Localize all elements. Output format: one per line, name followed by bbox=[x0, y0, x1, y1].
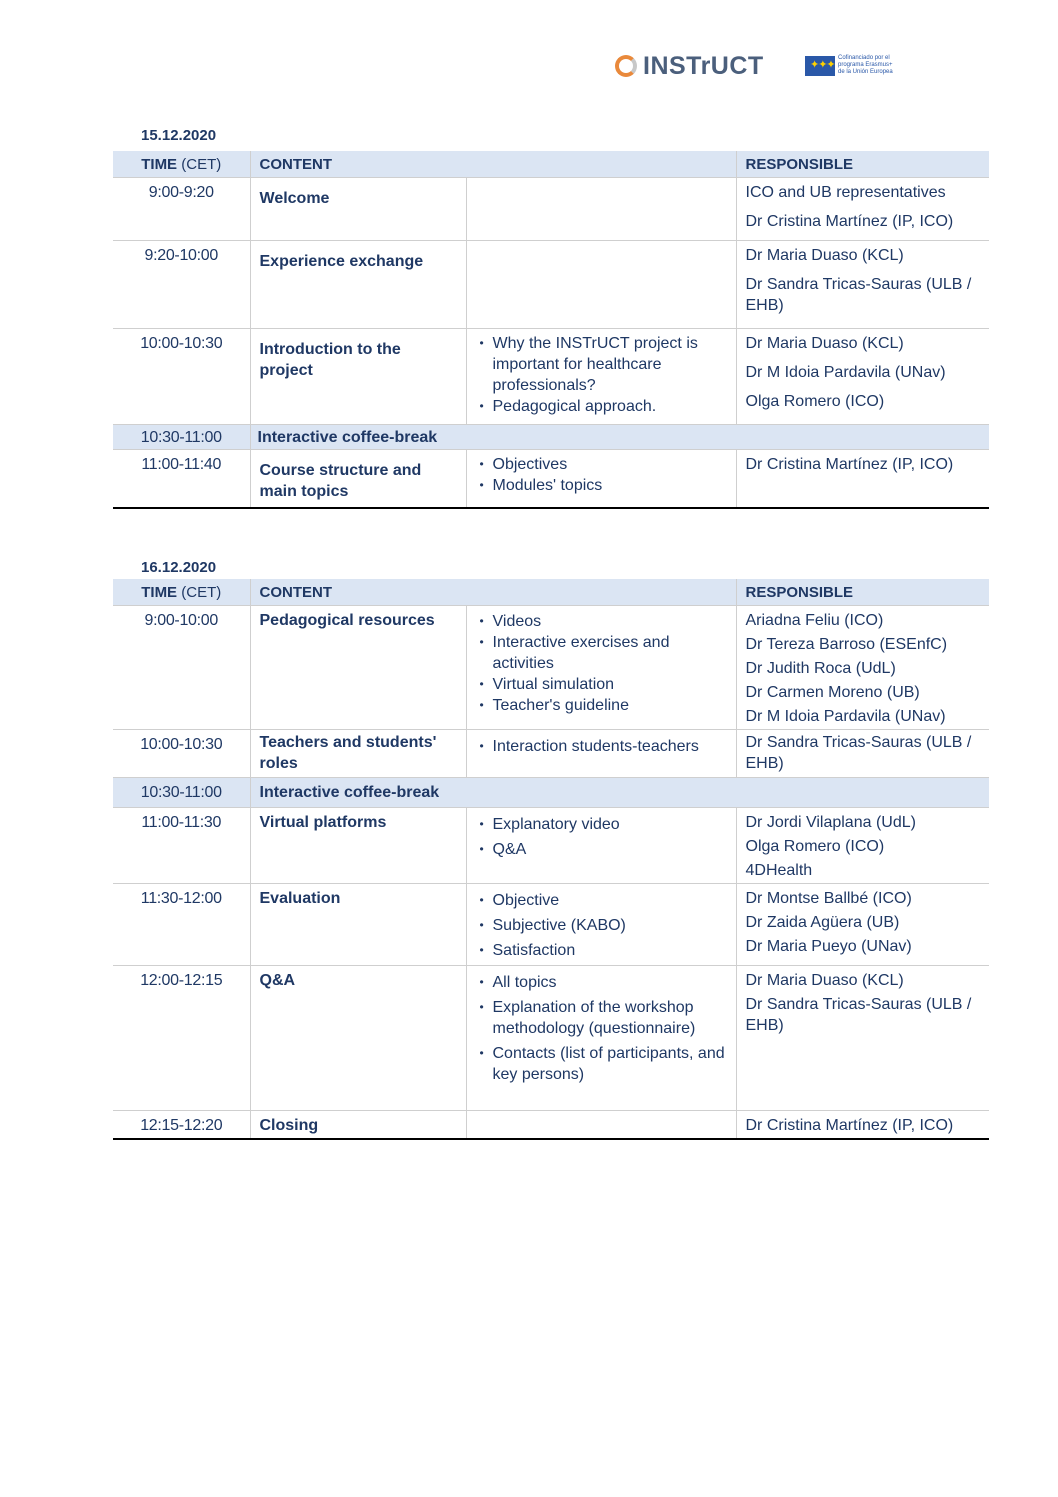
responsible-person: Dr Cristina Martínez (IP, ICO) bbox=[745, 213, 954, 230]
session-content: Evaluation bbox=[250, 884, 466, 966]
topic-bullet: • Satisfaction bbox=[473, 940, 730, 961]
topic-bullet: • Objectives bbox=[473, 454, 730, 475]
session-content: Q&A bbox=[250, 966, 466, 1111]
instruct-logo-text: INSTrUCT bbox=[643, 51, 764, 80]
session-content: Experience exchange bbox=[250, 241, 466, 329]
responsible-person: Dr Jordi Vilaplana (UdL) bbox=[745, 814, 916, 831]
session-content: Course structure and main topics bbox=[250, 450, 466, 508]
session-responsible bbox=[736, 241, 989, 329]
day1-header-row bbox=[113, 151, 989, 178]
session-time: 12:00-12:15 bbox=[113, 966, 250, 1111]
session-responsible bbox=[736, 606, 989, 730]
day1-agenda-table bbox=[113, 151, 989, 509]
topic-bullet: • Explanation of the workshop methodology (questionnaire) bbox=[473, 997, 730, 1039]
table-row bbox=[113, 1111, 989, 1139]
day1-date: 15.12.2020 bbox=[141, 127, 217, 144]
topic-bullet: • All topics bbox=[473, 972, 730, 993]
session-topics bbox=[466, 329, 736, 425]
session-time: 10:30-11:00 bbox=[113, 778, 250, 808]
responsible-person: Dr Sandra Tricas-Sauras (ULB / EHB) bbox=[745, 996, 972, 1034]
instruct-logo bbox=[615, 52, 764, 80]
topic-bullet: • Q&A bbox=[473, 839, 730, 860]
session-time: 9:00-10:00 bbox=[113, 606, 250, 730]
session-content: Introduction to the project bbox=[250, 329, 466, 425]
coffee-break-row bbox=[113, 425, 989, 450]
session-responsible bbox=[736, 884, 989, 966]
topic-bullet: • Interaction students-teachers bbox=[473, 736, 730, 757]
session-time: 9:00-9:20 bbox=[113, 178, 250, 241]
topic-bullet: • Modules' topics bbox=[473, 475, 730, 496]
session-topics bbox=[466, 178, 736, 241]
day2-header-row bbox=[113, 579, 989, 606]
session-topics bbox=[466, 1111, 736, 1139]
responsible-person: Dr Sandra Tricas-Sauras (ULB / EHB) bbox=[745, 734, 972, 772]
responsible-person: Dr Maria Pueyo (UNav) bbox=[745, 938, 912, 955]
table-row bbox=[113, 606, 989, 730]
session-time: 10:30-11:00 bbox=[113, 425, 250, 450]
responsible-column-header: RESPONSIBLE bbox=[736, 579, 989, 606]
time-column-header: TIME (CET) bbox=[113, 579, 250, 606]
topic-bullet: • Virtual simulation bbox=[473, 674, 730, 695]
session-time: 10:00-10:30 bbox=[113, 329, 250, 425]
responsible-person: Dr Maria Duaso (KCL) bbox=[745, 247, 904, 264]
session-time: 11:00-11:30 bbox=[113, 808, 250, 884]
responsible-person: Dr M Idoia Pardavila (UNav) bbox=[745, 708, 946, 725]
session-content: Closing bbox=[250, 1111, 466, 1139]
table-row bbox=[113, 178, 989, 241]
session-topics bbox=[466, 241, 736, 329]
responsible-person: Dr Tereza Barroso (ESEnfC) bbox=[745, 636, 948, 653]
responsible-person: Dr Cristina Martínez (IP, ICO) bbox=[745, 1117, 954, 1134]
session-content: Interactive coffee-break bbox=[250, 425, 989, 450]
session-responsible bbox=[736, 1111, 989, 1139]
content-column-header: CONTENT bbox=[250, 579, 736, 606]
session-topics bbox=[466, 606, 736, 730]
session-responsible bbox=[736, 966, 989, 1111]
session-topics bbox=[466, 450, 736, 508]
topic-bullet: • Teacher's guideline bbox=[473, 695, 730, 716]
responsible-person: Olga Romero (ICO) bbox=[745, 838, 885, 855]
topic-bullet: • Videos bbox=[473, 611, 730, 632]
day2-date: 16.12.2020 bbox=[141, 559, 217, 576]
table-row bbox=[113, 808, 989, 884]
session-time: 11:00-11:40 bbox=[113, 450, 250, 508]
responsible-person: Dr Carmen Moreno (UB) bbox=[745, 684, 920, 701]
topic-bullet: • Explanatory video bbox=[473, 814, 730, 835]
content-column-header: CONTENT bbox=[250, 151, 736, 178]
responsible-person: Dr Zaida Agüera (UB) bbox=[745, 914, 900, 931]
session-topics bbox=[466, 884, 736, 966]
responsible-person: Dr Montse Ballbé (ICO) bbox=[745, 890, 912, 907]
session-content: Pedagogical resources bbox=[250, 606, 466, 730]
responsible-person: ICO and UB representatives bbox=[745, 184, 946, 201]
responsible-person: Dr Maria Duaso (KCL) bbox=[745, 335, 904, 352]
session-topics bbox=[466, 966, 736, 1111]
responsible-person: Olga Romero (ICO) bbox=[745, 393, 885, 410]
responsible-person: Dr Judith Roca (UdL) bbox=[745, 660, 896, 677]
session-responsible bbox=[736, 329, 989, 425]
topic-bullet: • Subjective (KABO) bbox=[473, 915, 730, 936]
responsible-person: Dr M Idoia Pardavila (UNav) bbox=[745, 364, 946, 381]
responsible-column-header: RESPONSIBLE bbox=[736, 151, 989, 178]
instruct-logo-icon bbox=[615, 55, 637, 77]
time-column-header: TIME (CET) bbox=[113, 151, 250, 178]
responsible-person: Dr Cristina Martínez (IP, ICO) bbox=[745, 456, 954, 473]
topic-bullet: • Contacts (list of participants, and key persons) bbox=[473, 1043, 730, 1085]
session-time: 10:00-10:30 bbox=[113, 730, 250, 778]
responsible-person: Dr Sandra Tricas-Sauras (ULB / EHB) bbox=[745, 276, 972, 314]
eu-flag-icon: ✦✦✦ bbox=[805, 56, 835, 76]
responsible-person: 4DHealth bbox=[745, 862, 813, 879]
responsible-person: Dr Maria Duaso (KCL) bbox=[745, 972, 904, 989]
topic-bullet: • Why the INSTrUCT project is important for healthcare professionals? bbox=[473, 333, 730, 396]
table-row bbox=[113, 329, 989, 425]
session-time: 12:15-12:20 bbox=[113, 1111, 250, 1139]
session-responsible bbox=[736, 730, 989, 778]
session-topics bbox=[466, 730, 736, 778]
table-row bbox=[113, 730, 989, 778]
session-responsible bbox=[736, 178, 989, 241]
session-content: Interactive coffee-break bbox=[250, 778, 989, 808]
session-content: Virtual platforms bbox=[250, 808, 466, 884]
table-row bbox=[113, 450, 989, 508]
session-time: 9:20-10:00 bbox=[113, 241, 250, 329]
topic-bullet: • Interactive exercises and activities bbox=[473, 632, 730, 674]
table-row bbox=[113, 884, 989, 966]
topic-bullet: • Pedagogical approach. bbox=[473, 396, 730, 417]
eu-cofunding-text: Cofinanciado por el programa Erasmus+ de la Unión Europea bbox=[838, 55, 893, 75]
session-time: 11:30-12:00 bbox=[113, 884, 250, 966]
day2-agenda-table bbox=[113, 579, 989, 1140]
session-content: Welcome bbox=[250, 178, 466, 241]
table-row bbox=[113, 966, 989, 1111]
session-content: Teachers and students' roles bbox=[250, 730, 466, 778]
session-responsible bbox=[736, 450, 989, 508]
responsible-person: Ariadna Feliu (ICO) bbox=[745, 612, 884, 629]
session-responsible bbox=[736, 808, 989, 884]
topic-bullet: • Objective bbox=[473, 890, 730, 911]
coffee-break-row bbox=[113, 778, 989, 808]
table-row bbox=[113, 241, 989, 329]
session-topics bbox=[466, 808, 736, 884]
